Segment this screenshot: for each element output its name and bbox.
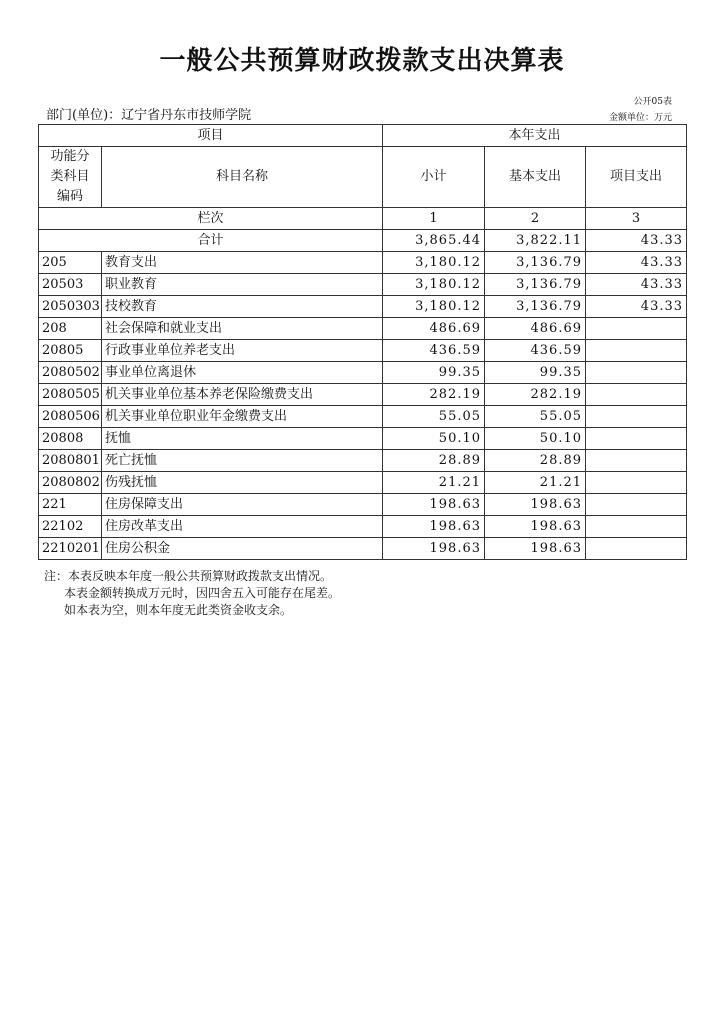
row-basic: 198.63 [485, 538, 586, 560]
row-project: 43.33 [586, 252, 687, 274]
header-func-code: 功能分类科目编码 [39, 147, 102, 208]
total-basic: 3,822.11 [485, 230, 586, 252]
header-basic: 基本支出 [485, 147, 586, 208]
row-code: 2080801 [39, 450, 102, 472]
header-project: 项目支出 [586, 147, 687, 208]
row-code: 20805 [39, 340, 102, 362]
row-project [586, 516, 687, 538]
page-title: 一般公共预算财政拨款支出决算表 [159, 46, 565, 76]
row-subtotal: 198.63 [383, 494, 485, 516]
row-basic: 436.59 [485, 340, 586, 362]
col-label: 栏次 [39, 208, 383, 230]
row-code: 2080802 [39, 472, 102, 494]
row-project [586, 450, 687, 472]
row-basic: 55.05 [485, 406, 586, 428]
table-row [39, 252, 687, 274]
row-code: 208 [39, 318, 102, 340]
row-code: 2050303 [39, 296, 102, 318]
table-row [39, 362, 687, 384]
total-project: 43.33 [586, 230, 687, 252]
table-row [39, 340, 687, 362]
note-2: 本表金额转换成万元时，因四舍五入可能存在尾差。 [64, 586, 341, 600]
row-subtotal: 28.89 [383, 450, 485, 472]
col-2: 2 [485, 208, 586, 230]
table-row [39, 296, 687, 318]
row-code: 205 [39, 252, 102, 274]
total-label: 合计 [39, 230, 383, 252]
row-code: 20503 [39, 274, 102, 296]
row-subtotal: 198.63 [383, 516, 485, 538]
table-row [39, 472, 687, 494]
row-basic: 486.69 [485, 318, 586, 340]
row-subtotal: 3,180.12 [383, 274, 485, 296]
row-subtotal: 3,180.12 [383, 296, 485, 318]
header-current-year: 本年支出 [383, 125, 687, 147]
row-project [586, 318, 687, 340]
table-row [39, 450, 687, 472]
row-project [586, 472, 687, 494]
row-project: 43.33 [586, 296, 687, 318]
col-1: 1 [383, 208, 485, 230]
row-subtotal: 21.21 [383, 472, 485, 494]
note-1: 注：本表反映本年度一般公共预算财政拨款支出情况。 [44, 569, 333, 583]
row-subtotal: 50.10 [383, 428, 485, 450]
row-name: 住房改革支出 [102, 516, 383, 538]
table-row [39, 516, 687, 538]
row-subtotal: 436.59 [383, 340, 485, 362]
row-project [586, 538, 687, 560]
row-name: 机关事业单位基本养老保险缴费支出 [102, 384, 383, 406]
row-basic: 3,136.79 [485, 296, 586, 318]
row-project: 43.33 [586, 274, 687, 296]
row-name: 职业教育 [102, 274, 383, 296]
row-name: 教育支出 [102, 252, 383, 274]
table-row [39, 538, 687, 560]
row-basic: 50.10 [485, 428, 586, 450]
row-basic: 28.89 [485, 450, 586, 472]
row-project [586, 384, 687, 406]
row-subtotal: 99.35 [383, 362, 485, 384]
row-project [586, 494, 687, 516]
row-name: 住房保障支出 [102, 494, 383, 516]
row-project [586, 340, 687, 362]
table-row [39, 428, 687, 450]
total-row [39, 230, 687, 252]
row-subtotal: 198.63 [383, 538, 485, 560]
column-number-row [39, 208, 687, 230]
row-project [586, 428, 687, 450]
expenditure-table [38, 124, 687, 560]
amount-unit: 金额单位：万元 [608, 113, 672, 123]
row-name: 抚恤 [102, 428, 383, 450]
header-row-1 [39, 125, 687, 147]
row-code: 2080506 [39, 406, 102, 428]
row-project [586, 406, 687, 428]
row-basic: 99.35 [485, 362, 586, 384]
row-basic: 198.63 [485, 516, 586, 538]
table-row [39, 274, 687, 296]
row-subtotal: 55.05 [383, 406, 485, 428]
table-row [39, 494, 687, 516]
header-item: 项目 [39, 125, 383, 147]
row-subtotal: 3,180.12 [383, 252, 485, 274]
row-code: 2080502 [39, 362, 102, 384]
row-name: 社会保障和就业支出 [102, 318, 383, 340]
form-code: 公开05表 [633, 97, 672, 107]
table-row [39, 318, 687, 340]
row-basic: 198.63 [485, 494, 586, 516]
row-subtotal: 282.19 [383, 384, 485, 406]
col-3: 3 [586, 208, 687, 230]
row-name: 技校教育 [102, 296, 383, 318]
row-name: 住房公积金 [102, 538, 383, 560]
note-3: 如本表为空，则本年度无此类资金收支余。 [64, 603, 293, 617]
row-basic: 282.19 [485, 384, 586, 406]
row-basic: 21.21 [485, 472, 586, 494]
table-row [39, 406, 687, 428]
row-name: 行政事业单位养老支出 [102, 340, 383, 362]
row-code: 221 [39, 494, 102, 516]
row-code: 2080505 [39, 384, 102, 406]
table-row [39, 384, 687, 406]
header-subject-name: 科目名称 [102, 147, 383, 208]
row-basic: 3,136.79 [485, 274, 586, 296]
header-subtotal: 小计 [383, 147, 485, 208]
header-row-2 [39, 147, 687, 208]
notes [44, 568, 340, 619]
department-label: 部门(单位)：辽宁省丹东市技师学院 [46, 108, 252, 123]
row-subtotal: 486.69 [383, 318, 485, 340]
row-name: 机关事业单位职业年金缴费支出 [102, 406, 383, 428]
row-code: 22102 [39, 516, 102, 538]
row-name: 死亡抚恤 [102, 450, 383, 472]
total-subtotal: 3,865.44 [383, 230, 485, 252]
row-basic: 3,136.79 [485, 252, 586, 274]
row-name: 伤残抚恤 [102, 472, 383, 494]
row-code: 2210201 [39, 538, 102, 560]
row-name: 事业单位离退休 [102, 362, 383, 384]
row-project [586, 362, 687, 384]
row-code: 20808 [39, 428, 102, 450]
